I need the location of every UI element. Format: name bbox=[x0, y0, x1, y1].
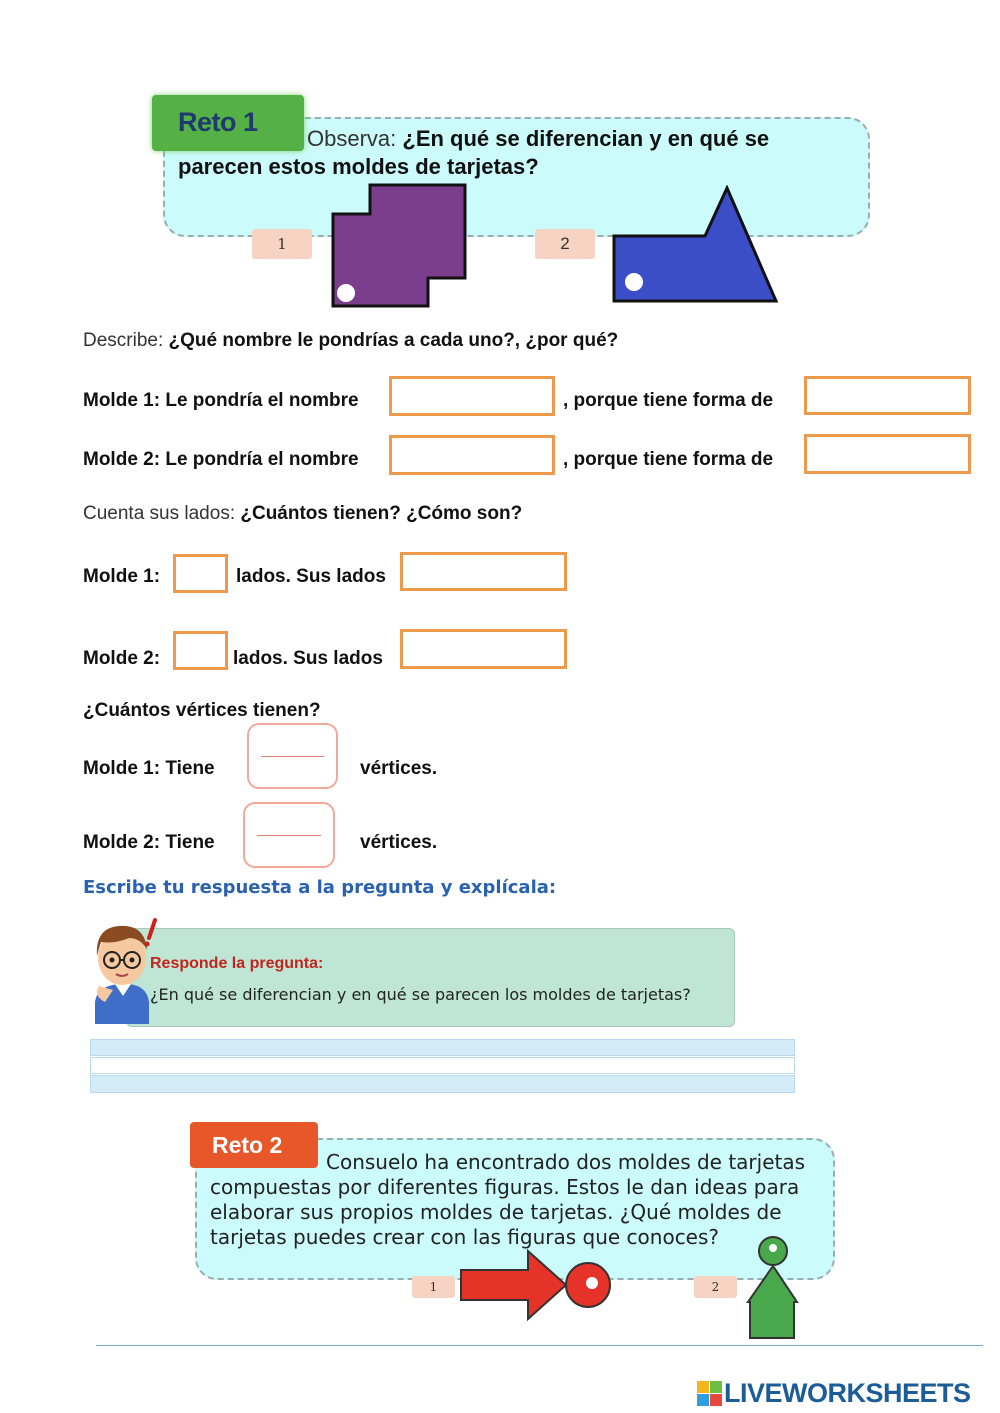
mold1-because-label: , porque tiene forma de bbox=[563, 390, 774, 411]
answer-prompt: Escribe tu respuesta a la pregunta y explícala: bbox=[83, 877, 557, 898]
boy-avatar bbox=[85, 916, 165, 1024]
reto1-tag-2: 2 bbox=[535, 229, 595, 259]
reto2-line1: Consuelo ha encontrado dos moldes de tarjetas bbox=[326, 1150, 806, 1174]
vertices-question: ¿Cuántos vértices tienen? bbox=[83, 700, 321, 721]
liveworksheets-logo-icon bbox=[697, 1381, 723, 1407]
answer-lines bbox=[90, 1039, 795, 1093]
question-bubble bbox=[126, 928, 735, 1027]
reto1-badge bbox=[152, 95, 304, 151]
mold2-shape bbox=[611, 185, 781, 305]
mold3-arrow bbox=[461, 1251, 566, 1319]
mold1-sides-desc-input[interactable] bbox=[400, 552, 567, 591]
mold2-vertices-answer-line bbox=[257, 835, 321, 836]
describe-question: ¿Qué nombre le pondrías a cada uno?, ¿por qué? bbox=[168, 330, 619, 351]
mold2-because-label: , porque tiene forma de bbox=[563, 449, 774, 470]
reto1-question-line1 bbox=[307, 126, 769, 152]
observe-label: Observa: bbox=[307, 126, 397, 151]
reto2-text bbox=[210, 1150, 805, 1250]
mold2-sides-count-input[interactable] bbox=[173, 631, 228, 670]
mold1-vertices-label: Molde 1: Tiene bbox=[83, 758, 215, 779]
answer-row-1[interactable] bbox=[90, 1039, 795, 1056]
mold1-name-label: Molde 1: Le pondría el nombre bbox=[83, 390, 359, 411]
mold1-name-input[interactable] bbox=[389, 376, 555, 416]
mold2-vertices-suffix: vértices. bbox=[360, 832, 438, 853]
answer-row-3[interactable] bbox=[90, 1075, 795, 1093]
mold2-name-label: Molde 2: Le pondría el nombre bbox=[83, 449, 359, 470]
answer-row-2[interactable] bbox=[90, 1057, 795, 1074]
sides-line bbox=[83, 503, 522, 525]
mold1-vertices-input[interactable] bbox=[247, 723, 338, 789]
mold1-sides-label: Molde 1: bbox=[83, 566, 161, 587]
mold2-name-input[interactable] bbox=[389, 435, 555, 475]
describe-line bbox=[83, 330, 618, 352]
mold1-shape bbox=[328, 182, 470, 310]
reto2-tag-2: 2 bbox=[694, 1276, 737, 1298]
mold2-vertices-label: Molde 2: Tiene bbox=[83, 832, 215, 853]
mold1-shape-input[interactable] bbox=[804, 376, 971, 415]
reto2-tag-1: 1 bbox=[412, 1276, 455, 1298]
reto1-question-bold1: ¿En qué se diferencian y en qué se bbox=[402, 126, 770, 151]
footer-brand[interactable]: LIVEWORKSHEETS bbox=[724, 1378, 971, 1408]
reto1-tag-1: 1 bbox=[252, 229, 312, 259]
reto2-badge-label: Reto 2 bbox=[212, 1132, 283, 1158]
mold1-vertices-suffix: vértices. bbox=[360, 758, 438, 779]
mold1-sides-text: lados. Sus lados bbox=[236, 566, 386, 587]
reto2-line2: compuestas por diferentes figuras. Estos le dan ideas para bbox=[210, 1175, 800, 1199]
mold2-hole bbox=[625, 273, 643, 291]
mold1-vertices-answer-line bbox=[261, 756, 324, 757]
mold2-sides-desc-input[interactable] bbox=[400, 629, 567, 669]
sides-question: ¿Cuántos tienen? ¿Cómo son? bbox=[240, 503, 523, 524]
reto2-line3: elaborar sus propios moldes de tarjetas. ¿Qué moldes de bbox=[210, 1200, 782, 1224]
mold2-shape-input[interactable] bbox=[804, 434, 971, 474]
reto1-badge-label: Reto 1 bbox=[178, 107, 258, 137]
mold1-sides-count-input[interactable] bbox=[173, 554, 228, 593]
mold4-hole bbox=[769, 1244, 777, 1252]
sides-label: Cuenta sus lados: bbox=[83, 503, 236, 524]
bubble-title: Responde la pregunta: bbox=[150, 955, 324, 972]
mold3-arrow-circle bbox=[458, 1248, 614, 1322]
mold3-hole bbox=[586, 1277, 598, 1289]
mold2-sides-label: Molde 2: bbox=[83, 648, 161, 669]
footer-divider bbox=[96, 1345, 983, 1346]
describe-label: Describe: bbox=[83, 330, 164, 351]
reto1-question-line2: parecen estos moldes de tarjetas? bbox=[178, 154, 539, 179]
mold4-body bbox=[748, 1266, 797, 1338]
reto2-line4: tarjetas puedes crear con las figuras que conoces? bbox=[210, 1225, 720, 1249]
mold2-sides-text: lados. Sus lados bbox=[233, 648, 383, 669]
mold2-vertices-input[interactable] bbox=[243, 802, 335, 868]
mold4-house bbox=[744, 1234, 804, 1340]
mold1-hole bbox=[337, 284, 355, 302]
bubble-question: ¿En qué se diferencian y en qué se parecen los moldes de tarjetas? bbox=[150, 985, 691, 1004]
